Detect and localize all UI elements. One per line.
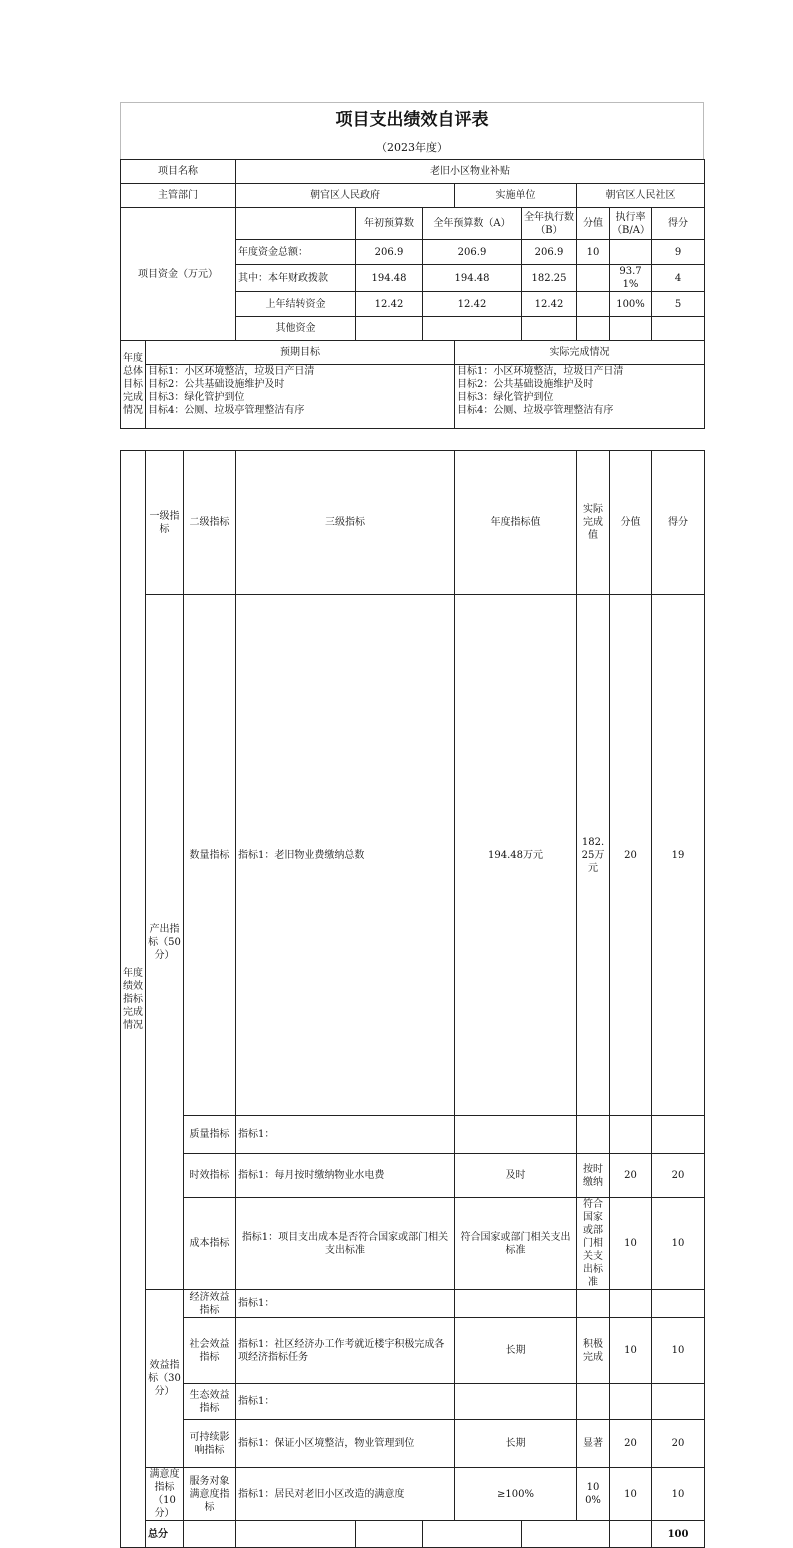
funds-header-score-max: 分值 — [577, 208, 610, 240]
funds-row-fiscal-initial: 194.48 — [356, 265, 423, 292]
ind-header-level1: 一级指标 — [146, 451, 184, 595]
funds-row-fiscal-name: 其中：本年财政拨款 — [236, 265, 356, 292]
ind-row-2-level2: 质量指标 — [184, 1116, 236, 1154]
page-title: 项目支出绩效自评表 — [120, 102, 704, 137]
funds-row-total-name: 年度资金总额： — [236, 240, 356, 265]
total-blank-4 — [423, 1521, 522, 1548]
actual-goals-list — [455, 365, 705, 429]
funds-row-total-rate — [610, 240, 652, 265]
expected-goal-1: 目标1：小区环境整洁，垃圾日产日清 — [148, 366, 315, 377]
output-indicators-label: 产出指标（50分） — [146, 595, 184, 1290]
ind-header-score-max: 分值 — [610, 451, 652, 595]
ind-row-3-level3: 指标1：每月按时缴纳物业水电费 — [236, 1154, 455, 1198]
ind-row-6-actual: 积极完成 — [577, 1318, 610, 1384]
project-name-value: 老旧小区物业补贴 — [236, 160, 705, 184]
ind-row-5-score-max — [610, 1290, 652, 1318]
funds-row-carryover-score-max — [577, 292, 610, 317]
expected-goal-3: 目标3：绿化管护到位 — [148, 392, 245, 403]
ind-row-4-score-max: 10 — [610, 1198, 652, 1290]
funds-row-fiscal-rate: 93.71% — [610, 265, 652, 292]
total-score-max: 100 — [652, 1521, 705, 1548]
funds-header-rate: 执行率（B/A） — [610, 208, 652, 240]
ind-row-1-actual: 182.25万元 — [577, 595, 610, 1116]
funds-row-other-score-max — [577, 317, 610, 341]
actual-goal-2: 目标2：公共基础设施维护及时 — [457, 379, 594, 390]
impl-value: 朝官区人民社区 — [577, 184, 705, 208]
ind-row-9-actual: 100% — [577, 1468, 610, 1521]
ind-row-9-level2: 服务对象满意度指标 — [184, 1468, 236, 1521]
project-name-label: 项目名称 — [121, 160, 236, 184]
ind-row-1-score: 19 — [652, 595, 705, 1116]
actual-goals-header: 实际完成情况 — [455, 341, 705, 365]
actual-goal-1: 目标1：小区环境整洁，垃圾日产日清 — [457, 366, 624, 377]
ind-row-4-level3: 指标1：项目支出成本是否符合国家或部门相关支出标准 — [236, 1198, 455, 1290]
funds-row-other-executed — [522, 317, 577, 341]
ind-row-8-score: 20 — [652, 1420, 705, 1468]
funds-row-other-initial — [356, 317, 423, 341]
total-blank-2 — [236, 1521, 356, 1548]
ind-header-score: 得分 — [652, 451, 705, 595]
benefit-indicators-label: 效益指标（30分） — [146, 1290, 184, 1468]
funds-row-carryover-score: 5 — [652, 292, 705, 317]
ind-header-target: 年度指标值 — [455, 451, 577, 595]
ind-row-1-target: 194.48万元 — [455, 595, 577, 1116]
goals-label: 年度总体目标完成情况 — [121, 341, 146, 429]
ind-row-8-target: 长期 — [455, 1420, 577, 1468]
dept-label: 主管部门 — [121, 184, 236, 208]
ind-row-6-score: 10 — [652, 1318, 705, 1384]
expected-goal-4: 目标4：公厕、垃圾亭管理整洁有序 — [148, 405, 305, 416]
total-blank-5 — [522, 1521, 610, 1548]
ind-row-2-level3: 指标1： — [236, 1116, 455, 1154]
funds-row-carryover-executed: 12.42 — [522, 292, 577, 317]
ind-row-9-level3: 指标1：居民对老旧小区改造的满意度 — [236, 1468, 455, 1521]
funds-row-fiscal-score: 4 — [652, 265, 705, 292]
ind-row-8-actual: 显著 — [577, 1420, 610, 1468]
ind-row-7-score-max — [610, 1384, 652, 1420]
funds-row-carryover-name: 上年结转资金 — [236, 292, 356, 317]
ind-row-8-level2: 可持续影响指标 — [184, 1420, 236, 1468]
funds-header-blank — [236, 208, 356, 240]
ind-row-8-score-max: 20 — [610, 1420, 652, 1468]
impl-label: 实施单位 — [455, 184, 577, 208]
funds-row-fiscal-score-max — [577, 265, 610, 292]
funds-row-other-annual — [423, 317, 522, 341]
dept-value: 朝官区人民政府 — [236, 184, 455, 208]
funds-row-other-score — [652, 317, 705, 341]
ind-row-9-score: 10 — [652, 1468, 705, 1521]
ind-row-6-level2: 社会效益指标 — [184, 1318, 236, 1384]
funds-row-total-annual: 206.9 — [423, 240, 522, 265]
ind-row-7-level3: 指标1： — [236, 1384, 455, 1420]
satisfaction-indicators-label: 满意度指标（10分） — [146, 1468, 184, 1521]
ind-row-9-score-max: 10 — [610, 1468, 652, 1521]
total-blank-6 — [610, 1521, 652, 1548]
ind-row-4-level2: 成本指标 — [184, 1198, 236, 1290]
funds-header-executed: 全年执行数（B） — [522, 208, 577, 240]
ind-row-7-score — [652, 1384, 705, 1420]
ind-row-7-level2: 生态效益指标 — [184, 1384, 236, 1420]
expected-goal-2: 目标2：公共基础设施维护及时 — [148, 379, 285, 390]
ind-row-2-target — [455, 1116, 577, 1154]
ind-row-2-score-max — [610, 1116, 652, 1154]
ind-row-3-actual: 按时缴纳 — [577, 1154, 610, 1198]
ind-row-3-score: 20 — [652, 1154, 705, 1198]
ind-row-5-level2: 经济效益指标 — [184, 1290, 236, 1318]
ind-row-7-actual — [577, 1384, 610, 1420]
funds-row-total-score-max: 10 — [577, 240, 610, 265]
ind-row-1-level3: 指标1：老旧物业费缴纳总数 — [236, 595, 455, 1116]
year-subtitle: （2023年度） — [120, 137, 704, 159]
funds-row-carryover-initial: 12.42 — [356, 292, 423, 317]
total-label: 总分 — [146, 1521, 184, 1548]
funds-row-fiscal-executed: 182.25 — [522, 265, 577, 292]
ind-row-5-level3: 指标1： — [236, 1290, 455, 1318]
funds-row-total-initial: 206.9 — [356, 240, 423, 265]
ind-row-5-target — [455, 1290, 577, 1318]
expected-goals-header: 预期目标 — [146, 341, 455, 365]
expected-goals-list — [146, 365, 455, 429]
ind-row-4-target: 符合国家或部门相关支出标准 — [455, 1198, 577, 1290]
ind-row-3-level2: 时效指标 — [184, 1154, 236, 1198]
ind-header-level3: 三级指标 — [236, 451, 455, 595]
ind-row-2-actual — [577, 1116, 610, 1154]
section-spacer — [121, 429, 705, 451]
ind-row-1-score-max: 20 — [610, 595, 652, 1116]
ind-row-9-target: ≥100% — [455, 1468, 577, 1521]
funds-row-carryover-annual: 12.42 — [423, 292, 522, 317]
total-blank-3 — [356, 1521, 423, 1548]
ind-row-6-level3: 指标1：社区经济办工作考就近楼宇积极完成各项经济指标任务 — [236, 1318, 455, 1384]
ind-row-1-level2: 数量指标 — [184, 595, 236, 1116]
actual-goal-3: 目标3：绿化管护到位 — [457, 392, 554, 403]
ind-row-5-actual — [577, 1290, 610, 1318]
ind-row-7-target — [455, 1384, 577, 1420]
evaluation-table — [120, 159, 705, 1548]
funds-header-score: 得分 — [652, 208, 705, 240]
ind-row-5-score — [652, 1290, 705, 1318]
indicators-section-label: 年度绩效指标完成情况 — [121, 451, 146, 1548]
funds-row-other-rate — [610, 317, 652, 341]
ind-row-4-score: 10 — [652, 1198, 705, 1290]
ind-row-3-target: 及时 — [455, 1154, 577, 1198]
total-blank-1 — [184, 1521, 236, 1548]
ind-header-level2: 二级指标 — [184, 451, 236, 595]
ind-header-actual: 实际完成值 — [577, 451, 610, 595]
self-evaluation-sheet — [120, 102, 704, 1548]
ind-row-8-level3: 指标1：保证小区境整洁，物业管理到位 — [236, 1420, 455, 1468]
funds-label: 项目资金（万元） — [121, 208, 236, 341]
ind-row-2-score — [652, 1116, 705, 1154]
ind-row-6-target: 长期 — [455, 1318, 577, 1384]
funds-row-carryover-rate: 100% — [610, 292, 652, 317]
funds-row-other-name: 其他资金 — [236, 317, 356, 341]
funds-row-total-executed: 206.9 — [522, 240, 577, 265]
ind-row-3-score-max: 20 — [610, 1154, 652, 1198]
funds-header-annual: 全年预算数（A） — [423, 208, 522, 240]
ind-row-4-actual: 符合国家或部门相关支出标准 — [577, 1198, 610, 1290]
ind-row-6-score-max: 10 — [610, 1318, 652, 1384]
funds-row-fiscal-annual: 194.48 — [423, 265, 522, 292]
funds-header-initial: 年初预算数 — [356, 208, 423, 240]
actual-goal-4: 目标4：公厕、垃圾亭管理整洁有序 — [457, 405, 614, 416]
funds-row-total-score: 9 — [652, 240, 705, 265]
